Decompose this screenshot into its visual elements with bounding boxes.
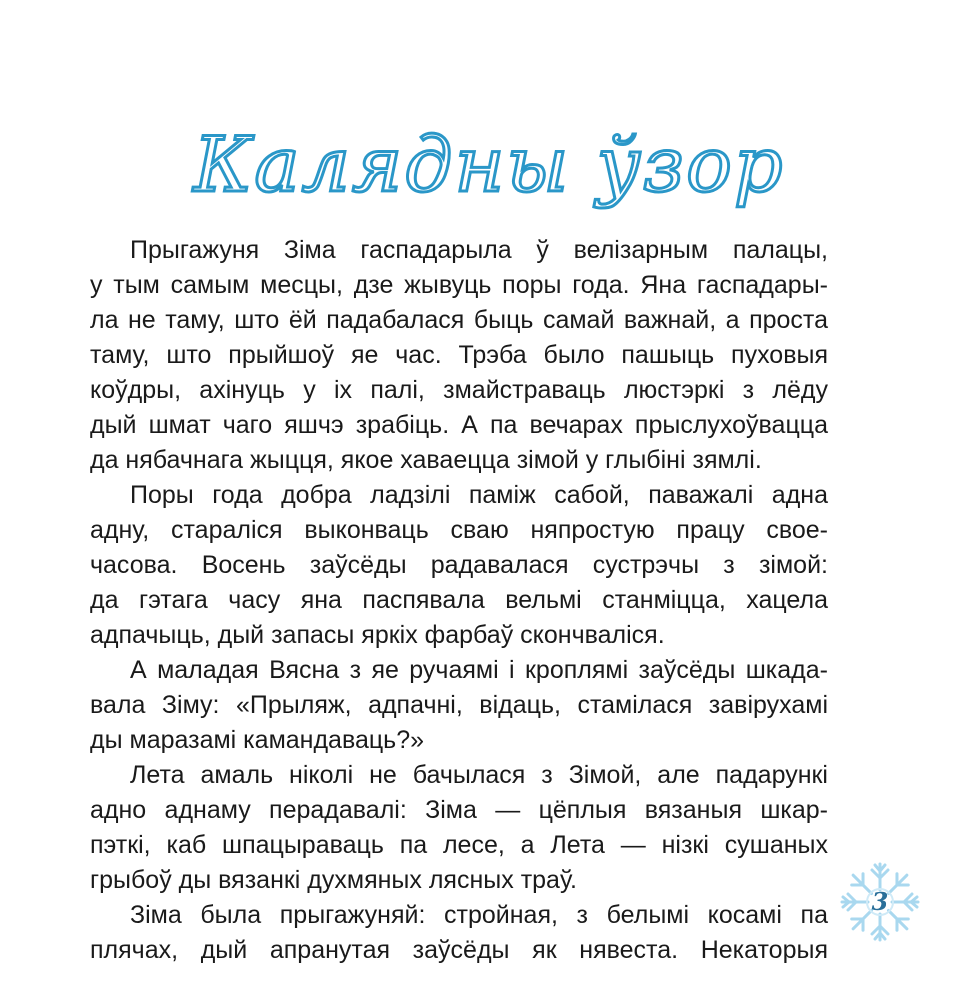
page-title: Калядны ўзор [193,120,785,209]
text-line: ла не таму, што ёй падабалася быць самай важнай, а проста [90,306,828,334]
text-line: часова. Восень заўсёды радавалася сустрэчы з зімой: [90,551,828,579]
text-line: адно аднаму перадавалі: Зіма — цёплыя вязаныя шкар- [90,796,828,824]
text-line: коўдры, ахінуць у іх палі, змайстраваць люстэркі з лёду [90,376,828,404]
text-line: адпачыць, дый запасы яркіх фарбаў скончваліся. [90,621,665,649]
text-line: Зіма была прыгажуняй: стройная, з белымі косамі па [130,901,828,929]
text-line: Лета амаль ніколі не бачылася з Зімой, але падарункі [130,761,828,789]
text-line: у тым самым месцы, дзе жывуць поры года. Яна гаспадары- [90,271,828,299]
text-line: плячах, дый апранутая заўсёды як нявеста. Некаторыя [90,936,828,964]
text-line: дый шмат чаго яшчэ зрабіць. А па вечарах прыслухоўвацца [90,411,828,439]
text-line: ды маразамі камандаваць?» [90,726,425,754]
text-line: Поры года добра ладзілі паміж сабой, паважалі адна [130,481,828,509]
page-number-badge [838,860,922,944]
text-line: адну, стараліся выконваць сваю няпростую працу свое- [90,516,828,544]
text-line: А маладая Вясна з яе ручаямі і кроплямі заўсёды шкада- [130,656,828,684]
text-line: вала Зіму: «Прыляж, адпачні, відаць, стамілася завірухамі [90,691,828,719]
text-line: пэткі, каб шпацыраваць па лесе, а Лета — нізкі сушаных [90,831,828,859]
text-line: да нябачнага жыцця, якое хаваецца зімой у глыбіні зямлі. [90,446,762,474]
page-number: 3 [871,887,889,916]
text-line: да гэтага часу яна паспявала вельмі станміцца, хацела [90,586,828,614]
text-line: Прыгажуня Зіма гаспадарыла ў велізарным палацы, [130,236,828,264]
story-text [90,233,828,968]
text-line: грыбоў ды вязанкі духмяных лясных траў. [90,866,577,894]
text-line: таму, што прыйшоў яе час. Трэба было пашыць пуховыя [90,341,828,369]
